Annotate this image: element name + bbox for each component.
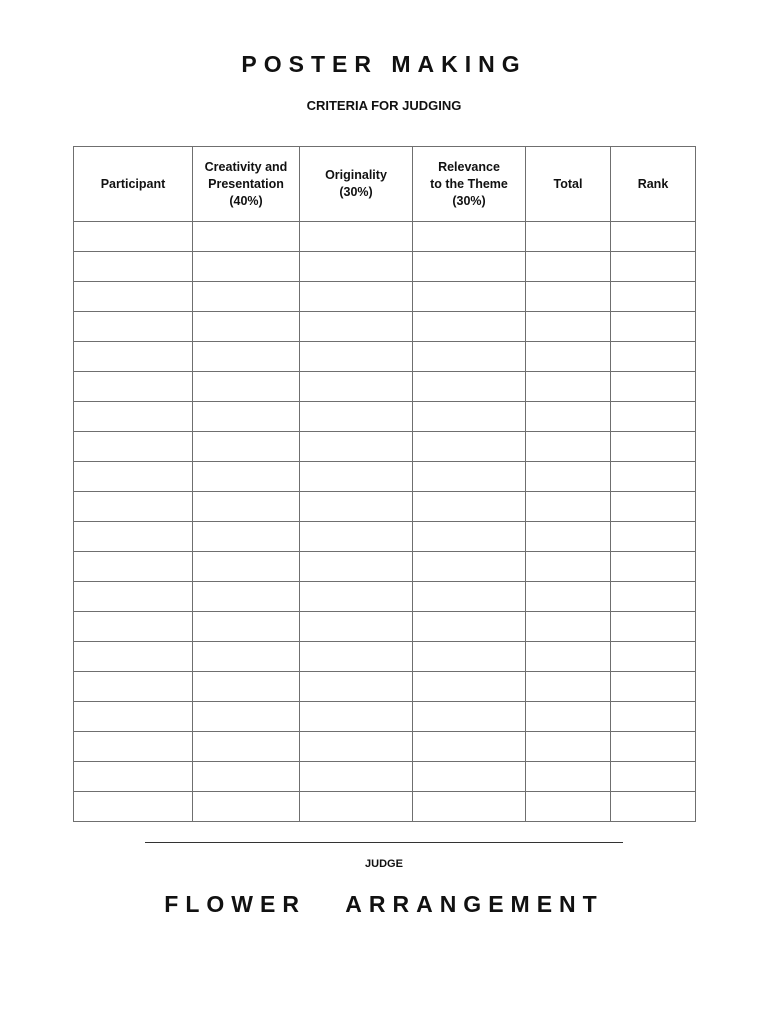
table-cell[interactable] [611,282,696,312]
table-cell[interactable] [413,282,526,312]
table-header-row [74,147,696,222]
table-cell[interactable] [74,372,193,402]
table-cell[interactable] [300,252,413,282]
table-cell[interactable] [413,342,526,372]
table-cell[interactable] [300,642,413,672]
table-cell[interactable] [74,492,193,522]
table-row [74,402,696,432]
table-cell[interactable] [74,582,193,612]
table-cell[interactable] [526,372,611,402]
table-cell[interactable] [413,222,526,252]
table-cell[interactable] [526,672,611,702]
table-cell[interactable] [413,492,526,522]
table-cell[interactable] [74,402,193,432]
table-cell[interactable] [413,732,526,762]
table-cell[interactable] [74,672,193,702]
table-cell[interactable] [193,522,300,552]
table-cell[interactable] [526,732,611,762]
table-cell[interactable] [74,702,193,732]
table-cell[interactable] [526,462,611,492]
table-cell[interactable] [611,642,696,672]
header-rank [611,147,696,222]
signature-label: JUDGE [365,858,403,870]
table-cell[interactable] [193,402,300,432]
table-row [74,672,696,702]
table-cell[interactable] [193,282,300,312]
header-line: (30%) [339,185,373,199]
table-row [74,342,696,372]
table-cell[interactable] [74,252,193,282]
table-cell[interactable] [611,492,696,522]
table-cell[interactable] [413,402,526,432]
page-subtitle: CRITERIA FOR JUDGING [306,98,462,113]
table-cell[interactable] [611,582,696,612]
table-row [74,462,696,492]
table-cell[interactable] [193,642,300,672]
table-cell[interactable] [193,312,300,342]
table-cell[interactable] [300,702,413,732]
table-cell[interactable] [300,282,413,312]
table-cell[interactable] [300,372,413,402]
table-cell[interactable] [300,792,413,822]
table-cell[interactable] [526,552,611,582]
table-cell[interactable] [300,612,413,642]
table-cell[interactable] [74,642,193,672]
table-cell[interactable] [193,252,300,282]
header-line: Total [553,176,583,191]
header-originality [300,147,413,222]
table-cell[interactable] [413,522,526,552]
table-cell[interactable] [413,432,526,462]
table-cell[interactable] [193,432,300,462]
table-cell[interactable] [611,462,696,492]
table-cell[interactable] [413,672,526,702]
table-cell[interactable] [526,762,611,792]
table-cell[interactable] [300,732,413,762]
table-row [74,762,696,792]
table-cell[interactable] [193,702,300,732]
table-cell[interactable] [74,762,193,792]
table-cell[interactable] [300,672,413,702]
table-row [74,372,696,402]
table-row [74,702,696,732]
judging-table [73,146,696,822]
table-cell[interactable] [193,582,300,612]
header-line: Presentation [208,176,284,191]
table-cell[interactable] [74,732,193,762]
table-row [74,252,696,282]
table-cell[interactable] [413,312,526,342]
table-cell[interactable] [413,372,526,402]
header-line: (30%) [452,193,486,208]
table-cell[interactable] [611,372,696,402]
table-cell[interactable] [611,402,696,432]
table-cell[interactable] [413,702,526,732]
table-cell[interactable] [193,792,300,822]
table-cell[interactable] [300,342,413,372]
header-participant [74,147,193,222]
table-cell[interactable] [74,552,193,582]
table-cell[interactable] [526,252,611,282]
table-cell[interactable] [413,612,526,642]
table-row [74,522,696,552]
table-cell[interactable] [611,732,696,762]
table-cell[interactable] [300,432,413,462]
table-cell[interactable] [413,552,526,582]
table-cell[interactable] [74,312,193,342]
table-cell[interactable] [300,522,413,552]
table-cell[interactable] [300,222,413,252]
table-cell[interactable] [300,402,413,432]
header-line: to the Theme [430,176,508,191]
table-row [74,492,696,522]
table-cell[interactable] [193,492,300,522]
table-cell[interactable] [526,432,611,462]
table-cell[interactable] [611,792,696,822]
header-line: Originality [325,168,387,182]
table-cell[interactable] [300,552,413,582]
table-row [74,792,696,822]
header-line: Rank [637,176,669,191]
table-cell[interactable] [611,552,696,582]
table-cell[interactable] [74,462,193,492]
table-cell[interactable] [611,252,696,282]
table-cell[interactable] [300,462,413,492]
table-cell[interactable] [74,522,193,552]
table-cell[interactable] [300,312,413,342]
table-cell[interactable] [526,402,611,432]
table-cell[interactable] [74,612,193,642]
table-cell[interactable] [413,642,526,672]
table-cell[interactable] [193,612,300,642]
table-cell[interactable] [526,612,611,642]
header-line: (40%) [229,193,263,208]
table-cell[interactable] [74,282,193,312]
header-line: Relevance [438,159,500,174]
table-cell[interactable] [611,312,696,342]
table-cell[interactable] [611,612,696,642]
signature-line [145,842,623,843]
table-cell[interactable] [413,792,526,822]
table-cell[interactable] [300,582,413,612]
table-cell[interactable] [526,222,611,252]
table-cell[interactable] [611,702,696,732]
table-cell[interactable] [193,372,300,402]
table-cell[interactable] [611,522,696,552]
table-cell[interactable] [413,582,526,612]
table-row [74,612,696,642]
table-cell[interactable] [611,222,696,252]
table-row [74,312,696,342]
table-cell[interactable] [74,342,193,372]
table-cell[interactable] [300,492,413,522]
table-cell[interactable] [526,282,611,312]
table-cell[interactable] [300,762,413,792]
table-row [74,282,696,312]
table-cell[interactable] [611,672,696,702]
table-cell[interactable] [526,642,611,672]
table-cell[interactable] [611,342,696,372]
table-cell[interactable] [526,792,611,822]
table-row [74,732,696,762]
table-cell[interactable] [526,312,611,342]
table-row [74,582,696,612]
header-line: Creativity and [204,159,288,174]
table-cell[interactable] [193,342,300,372]
table-cell[interactable] [193,672,300,702]
table-cell[interactable] [526,342,611,372]
table-cell[interactable] [193,732,300,762]
table-cell[interactable] [526,702,611,732]
table-cell[interactable] [74,432,193,462]
table-cell[interactable] [526,492,611,522]
page-title: POSTER MAKING [241,51,527,77]
header-creativity [193,147,300,222]
table-cell[interactable] [193,762,300,792]
table-cell[interactable] [413,252,526,282]
table-cell[interactable] [74,792,193,822]
header-total [526,147,611,222]
table-cell[interactable] [413,462,526,492]
table-cell[interactable] [193,462,300,492]
table-cell[interactable] [193,222,300,252]
table-row [74,642,696,672]
table-cell[interactable] [611,432,696,462]
table-cell[interactable] [526,522,611,552]
table-cell[interactable] [526,582,611,612]
table-row [74,432,696,462]
table-row [74,552,696,582]
table-body [74,222,696,822]
header-relevance [413,147,526,222]
table-cell[interactable] [193,552,300,582]
table-row [74,222,696,252]
table-cell[interactable] [74,222,193,252]
table-cell[interactable] [611,762,696,792]
header-line: Participant [100,176,166,191]
table-cell[interactable] [413,762,526,792]
next-section-title: FLOWER ARRANGEMENT [164,891,604,917]
